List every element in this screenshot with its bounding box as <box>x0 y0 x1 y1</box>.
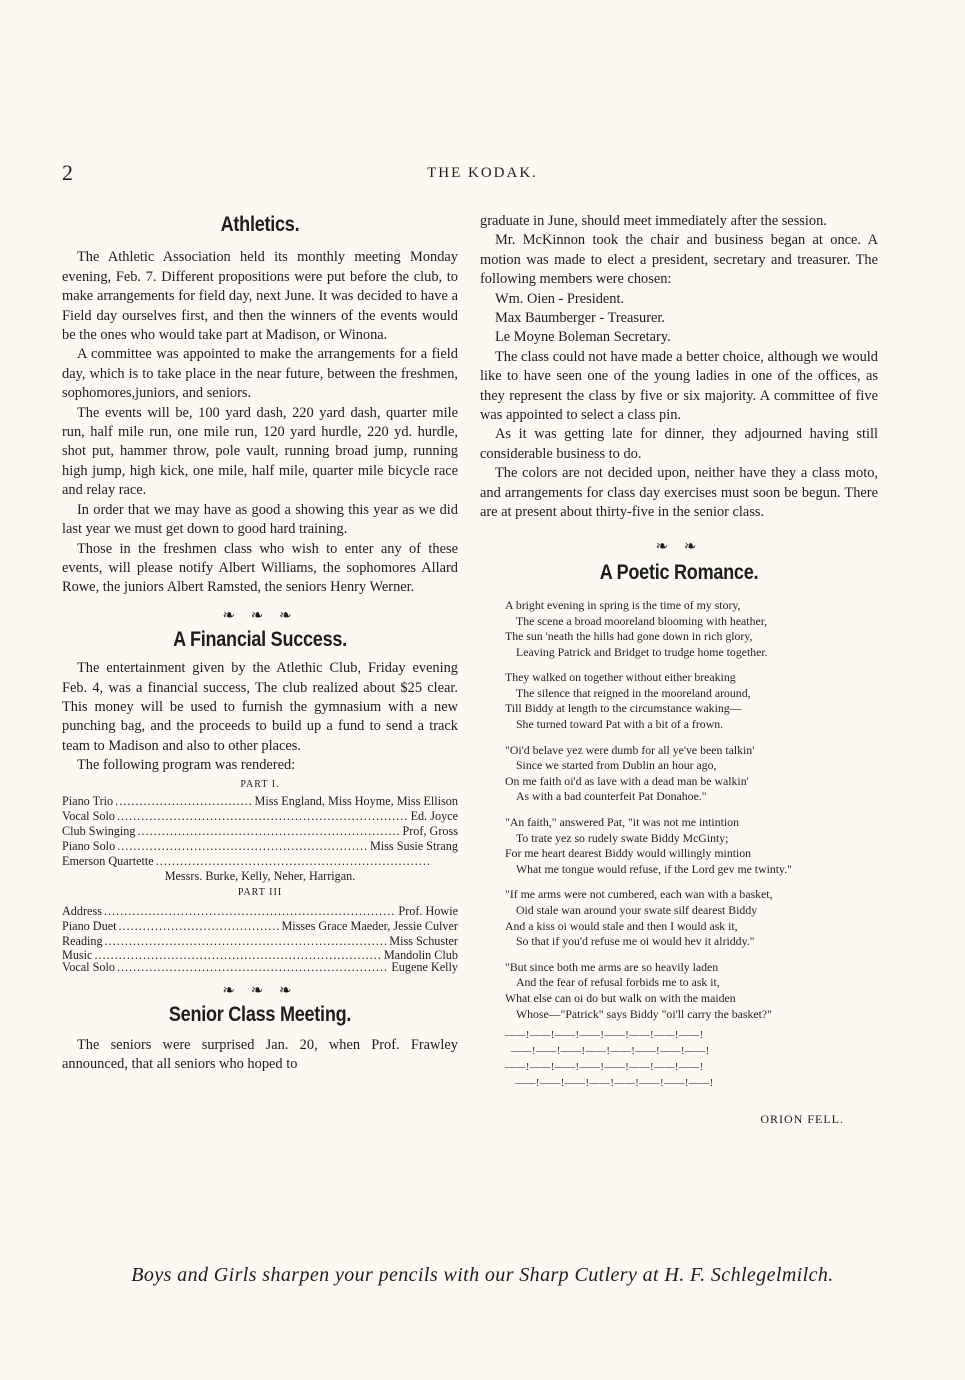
program-row <box>62 794 458 809</box>
poem-line: "An faith," answered Pat, "it was not me intintion <box>505 815 739 830</box>
poem-heading: A Poetic Romance. <box>599 560 759 584</box>
poem-line: The silence that reigned in the mooreland around, <box>516 685 751 700</box>
ornament: ❧ ❧ <box>655 538 703 555</box>
athletics-heading: Athletics. <box>220 213 300 236</box>
program-row <box>62 824 458 839</box>
leader-dots <box>117 809 409 824</box>
financial-paragraph: The entertainment given by the Atlethic Club, Friday evening Feb. 4, was a financial success, The club realized about $25 clear. This money will be used to furnish the gymnasium with a new punching bag, and the proceeds to build up a fund to send a track team to Madison and also to other places. <box>62 660 458 754</box>
poem-line: What else can oi do but walk on with the maiden <box>505 990 736 1005</box>
program-item: Vocal Solo <box>62 808 115 823</box>
poem-author: ORION FELL. <box>760 1112 844 1127</box>
poem-stanza <box>505 887 878 949</box>
program-performer: Miss England, Miss Hoyme, Miss Ellison <box>254 793 458 808</box>
athletics-paragraph: The Athletic Association held its monthly meeting Monday evening, Feb. 7. Different propositions were put before the club, to make arrangements for field day, next June. It was decided to have a Field day ourselves first, and then the winners of the events would be the ones who would take part at Madison, or Winona. <box>62 249 458 344</box>
senior-paragraph: The seniors were surprised Jan. 20, when Prof. Frawley announced, that all seniors who hoped to <box>62 1036 458 1073</box>
poem <box>480 598 878 1022</box>
leader-dots <box>105 934 388 949</box>
poem-line: "If me arms were not cumbered, each wan with a basket, <box>505 887 773 902</box>
senior-officer: Max Baumberger - Treasurer. <box>495 310 665 327</box>
poem-line: What me tongue would refuse, if the Lord gev me twinty." <box>516 861 792 876</box>
program-item: Vocal Solo <box>62 959 115 974</box>
right-column <box>480 212 878 1130</box>
program-performer: Misses Grace Maeder, Jessie Culver <box>281 918 458 933</box>
program-performer: Eugene Kelly <box>391 959 458 974</box>
program-performer: Mandolin Club <box>383 947 458 962</box>
program-item: Piano Solo <box>62 838 116 853</box>
poem-stanza <box>505 743 878 805</box>
program-item: Reading <box>62 933 103 948</box>
financial-paragraph: The following program was rendered: <box>77 757 296 774</box>
poem-line: Since we started from Dublin an hour ago, <box>516 758 717 773</box>
poem-line: The sun 'neath the hills had gone down in rich glory, <box>505 629 753 644</box>
senior-paragraph: The colors are not decided upon, neither have they a class moto, and arrangements for class day exercises must soon be begun. There are at present about thirty-five in the senior class. <box>480 465 878 521</box>
page-number: 2 <box>62 160 73 185</box>
program-item: Club Swinging <box>62 823 136 838</box>
program-performer: Ed. Joyce <box>410 808 458 823</box>
senior-officer: Wm. Oien - President. <box>495 290 625 307</box>
poem-line: "Oi'd belave yez were dumb for all ye've been talkin' <box>505 742 755 757</box>
leader-dots <box>119 919 280 934</box>
poem-stanza <box>505 670 878 732</box>
financial-heading: A Financial Success. <box>173 627 347 651</box>
senior-officer: Le Moyne Boleman Secretary. <box>495 329 671 346</box>
senior-paragraph: As it was getting late for dinner, they adjourned having still considerable business to do. <box>480 426 878 462</box>
left-column <box>62 212 458 1075</box>
poem-line: And a kiss oi would stale and then I would ask it, <box>505 918 738 933</box>
poem-line: Oid stale wan around your swate silf dearest Biddy <box>516 903 758 917</box>
poem-stanza <box>505 815 878 877</box>
program-item: Address <box>62 903 102 918</box>
program-part-label: PART III <box>237 886 283 898</box>
program-item: Music <box>62 947 93 962</box>
leader-dots <box>104 904 396 919</box>
program-row <box>62 809 458 824</box>
poem-line: On me faith oi'd as lave with a dead man be walkin' <box>505 773 749 788</box>
music-line: ——!——!——!——!——!——!——!——! <box>511 1046 710 1058</box>
poem-line: They walked on together without either breaking <box>505 670 736 685</box>
leader-dots <box>115 794 252 809</box>
leader-dots <box>94 949 381 961</box>
program-row <box>62 854 458 869</box>
poem-line: As with a bad counterfeit Pat Donahoe." <box>516 789 707 804</box>
poem-line: "But since both me arms are so heavily laden <box>505 959 719 974</box>
advertisement-footer: Boys and Girls sharpen your pencils with our Sharp Cutlery at H. F. Schlegelmilch. <box>131 1264 834 1286</box>
senior-paragraph: Mr. McKinnon took the chair and business began at once. A motion was made to elect a president, secretary and treasurer. The following members were chosen: <box>480 232 878 288</box>
program-item: Piano Duet <box>62 918 117 933</box>
program-performer: Miss Susie Strang <box>369 838 458 853</box>
program-row <box>62 934 458 949</box>
program-item: Piano Trio <box>62 793 114 808</box>
ornament: ❧ ❧ ❧ <box>222 982 298 999</box>
poem-line: The scene a broad mooreland blooming with heather, <box>516 613 768 628</box>
program-part-3 <box>62 904 458 973</box>
poem-line: Till Biddy at length to the circumstance waking— <box>505 701 742 716</box>
program-part-label: PART I. <box>240 778 280 790</box>
music-line: ——!——!——!——!——!——!——!——! <box>505 1030 704 1042</box>
poem-line: A bright evening in spring is the time of my story, <box>505 597 741 612</box>
music-notation <box>480 1028 878 1092</box>
program-row <box>62 904 458 919</box>
senior-paragraph: The class could not have made a better choice, although we would like to have seen one of the young ladies in one of the offices, as they represent the class by five or six majority. A committee of five was appointed to select a class pin. <box>480 348 878 424</box>
program-performer: Miss Schuster <box>389 933 458 948</box>
poem-line: So that if you'd refuse me oi would hev it alriddy." <box>516 934 755 949</box>
athletics-paragraph: A committee was appointed to make the arrangements for a field day, which is to take place in the near future, between the freshmen, sophomores,juniors, and seniors. <box>62 346 458 402</box>
program-row <box>62 949 458 961</box>
poem-line: To trate yez so rudely swate Biddy McGinty; <box>516 830 729 845</box>
poem-line: She turned toward Pat with a bit of a frown. <box>516 717 724 732</box>
athletics-paragraph: The events will be, 100 yard dash, 220 yard dash, quarter mile run, half mile run, one mile run, 120 yard hurdle, 220 yd. hurdle, shot put, hammer throw, pole vault, running broad jump, running high jump, high kick, one mile, half mile, quarter mile bicycle race and relay race. <box>62 404 458 499</box>
leader-dots <box>117 961 389 973</box>
senior-heading: Senior Class Meeting. <box>168 1002 352 1026</box>
poem-line: Leaving Patrick and Bridget to trudge home together. <box>516 644 768 659</box>
music-line: ——!——!——!——!——!——!——!——! <box>505 1062 704 1074</box>
quartette-members: Messrs. Burke, Kelly, Neher, Harrigan. <box>164 868 356 883</box>
program-row <box>62 961 458 973</box>
ornament: ❧ ❧ ❧ <box>222 607 298 624</box>
program-row <box>62 919 458 934</box>
program-item: Emerson Quartette <box>62 853 154 868</box>
senior-continuation: graduate in June, should meet immediately after the session. <box>480 213 827 229</box>
program-part-1 <box>62 794 458 884</box>
leader-dots <box>117 839 368 854</box>
music-line: ——!——!——!——!——!——!——!——! <box>515 1078 714 1090</box>
poem-line: For me heart dearest Biddy would willingly mintion <box>505 846 752 861</box>
leader-dots <box>156 854 432 869</box>
poem-line: And the fear of refusal forbids me to ask it, <box>516 975 720 990</box>
poem-stanza <box>505 598 878 660</box>
leader-dots <box>137 824 400 839</box>
athletics-paragraph: In order that we may have as good a showing this year as we did last year we must get down to good hard training. <box>62 501 458 538</box>
program-performer: Prof, Gross <box>402 823 458 838</box>
athletics-paragraph: Those in the freshmen class who wish to enter any of these events, will please notify Albert Williams, the sophomores Allard Rowe, the juniors Albert Ramsted, the seniors Henry Werner. <box>62 540 458 596</box>
poem-stanza <box>505 960 878 1022</box>
program-performer: Prof. Howie <box>398 903 458 918</box>
running-head: THE KODAK. <box>427 165 538 181</box>
program-row <box>62 839 458 854</box>
poem-line: Whose—"Patrick" says Biddy "oi'll carry the basket?" <box>516 1006 772 1021</box>
